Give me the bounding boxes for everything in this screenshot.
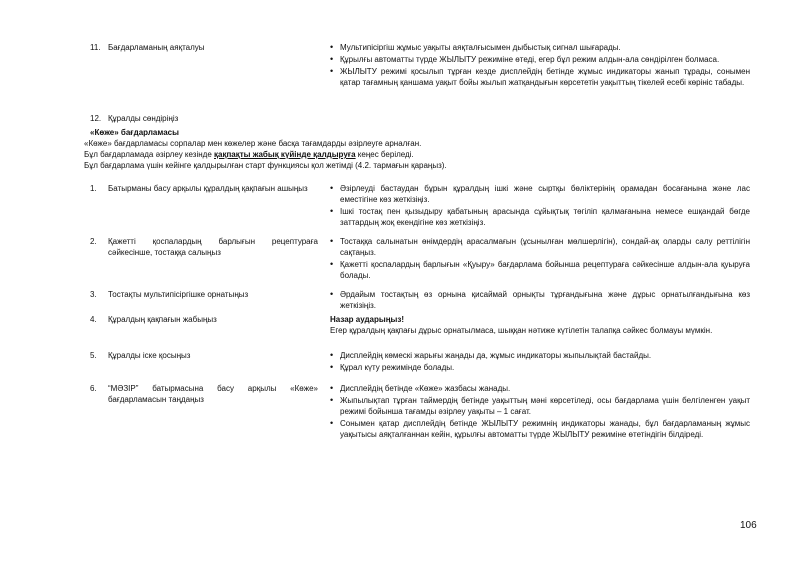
bullet: • Тостаққа салынатын өнімдердің арасалмағын (ұсынылған мөлшерлігін), сондай-ақ оларды салу реттілігін сақтаңыз. [330, 236, 750, 258]
step-title: Құралдың қақпағын жабыңыз [108, 315, 217, 324]
step-4-left [90, 314, 318, 325]
item-title: Бағдарламаның аяқталуы [108, 43, 205, 52]
step-title: Батырманы басу арқылы құралдың қақпағын ашыңыз [108, 184, 308, 193]
step-title: Қажетті қоспалардың барлығын рецептураға сәйкесінше, тостаққа салыңыз [108, 237, 318, 257]
program-line-1: «Көже» бағдарламасы сорпалар мен көжелер және басқа тағамдарды әзірлеуге арналған. [84, 139, 422, 148]
bullet: • Жыпылықтап тұрған таймердің бетінде уақыттың мәні көрсетіледі, осы бағдарлама үшін белгіленген уақыт режимі бойынша тағамды әзірлеу уақыты – 1 сағат. [330, 395, 750, 417]
bullet: • Ішкі тостақ пен қызыдыру қабатының арасында сұйықтық төгіліп қалмағанына немесе ешқандай бөгде заттардың жоқ екендігіне көз жеткізіңіз. [330, 206, 750, 228]
item-number: 11. [90, 43, 101, 52]
program-line-2-suffix: кеңес беріледі. [355, 150, 414, 159]
step-number: 2. [90, 237, 97, 246]
bullet: • Әзірлеуді бастаудан бұрын құралдың ішкі және сыртқы бөліктерінің орамадан босағанына және лас еместігіне көз жеткізіңіз. [330, 183, 750, 205]
bullet: • Дисплейдің көмескі жарығы жаңады да, жұмыс индикаторы жыпылықтай бастайды. [330, 350, 750, 361]
step-2-left [90, 236, 318, 258]
bullet: • Дисплейдің бетінде «Көже» жазбасы жанады. [330, 383, 750, 394]
step-2-details [330, 236, 750, 282]
program-line-3: Бұл бағдарлама үшін кейінге қалдырылған старт функциясы қол жетімді (4.2. тармағын қараңыз). [84, 161, 447, 170]
bullet: • Сонымен қатар дисплейдің бетінде ЖЫЛЫТУ режимнің индикаторы жанады, бұл бағдарламаның жұмыс уақытысы аяқталғаннан кейін, құрылғы автоматты түрде ЖЫЛЫТУ режиміне өтетіндігін білдіреді. [330, 418, 750, 440]
bullet: • ЖЫЛЫТУ режимі қосылып тұрған кезде дисплейдің бетінде жұмыс индикаторы жанып тұрады, сонымен қатар тағамның қаншама уақыт бойы жылып жатқандығын көрсететін уақыттың тікелей есебі көрініс табады. [330, 66, 750, 88]
step-5-left [90, 350, 318, 361]
bullet: • Мультипісіргіш жұмыс уақыты аяқталғысымен дыбыстық сигнал шығарады. [330, 42, 750, 53]
step-number: 4. [90, 315, 97, 324]
step-1-details [330, 183, 750, 229]
page-number: 106 [740, 520, 757, 531]
item-number: 12. [90, 114, 102, 123]
program-line-2-prefix: Бұл бағдарламада әзірлеу кезінде [84, 150, 214, 159]
item-11-left [90, 42, 318, 53]
step-number: 1. [90, 184, 97, 193]
warning-title: Назар аударыңыз! [330, 315, 405, 324]
item-11-details [330, 42, 750, 89]
item-12-left [90, 113, 318, 124]
step-4-details [330, 314, 750, 336]
bullet: • Құрылғы автоматты түрде ЖЫЛЫТУ режиміне өтеді, егер бұл режим алдын-ала сөндірілген болмаса. [330, 54, 750, 65]
bullet: • Құрал күту режимінде болады. [330, 362, 750, 373]
item-title: Құралды сөндіріңіз [108, 114, 179, 123]
step-number: 3. [90, 290, 97, 299]
step-number: 6. [90, 384, 97, 393]
program-line-2-emphasis: қақпақты жабық күйінде қалдыруға [214, 150, 356, 159]
step-3-details [330, 289, 750, 312]
step-5-details [330, 350, 750, 374]
bullet: • Қажетті қоспалардың барлығын «Қуыру» бағдарлама бойынша рецептураға сәйкесінше алдын-ала қуыруға болады. [330, 259, 750, 281]
step-number: 5. [90, 351, 97, 360]
step-6-left [90, 383, 318, 405]
step-1-left [90, 183, 318, 194]
step-6-details [330, 383, 750, 441]
bullet: • Әрдайым тостақтың өз орнына қисаймай орнықты тұрғандығына және дұрыс орнатылғандығына көз жеткізіңіз. [330, 289, 750, 311]
warning-text: Егер құралдың қақпағы дұрыс орнатылмаса, шыққан нәтиже күтілетін талапқа сәйкес болмауы мүмкін. [330, 326, 713, 335]
program-heading: «Көже» бағдарламасы [90, 128, 179, 137]
step-title: “МӘЗІР” батырмасына басу арқылы «Көже» бағдарламасын таңдаңыз [108, 384, 318, 404]
program-line-2 [84, 149, 744, 160]
step-3-left [90, 289, 318, 300]
step-title: Тостақты мультипісіргішке орнатыңыз [108, 290, 249, 299]
step-title: Құралды іске қосыңыз [108, 351, 191, 360]
